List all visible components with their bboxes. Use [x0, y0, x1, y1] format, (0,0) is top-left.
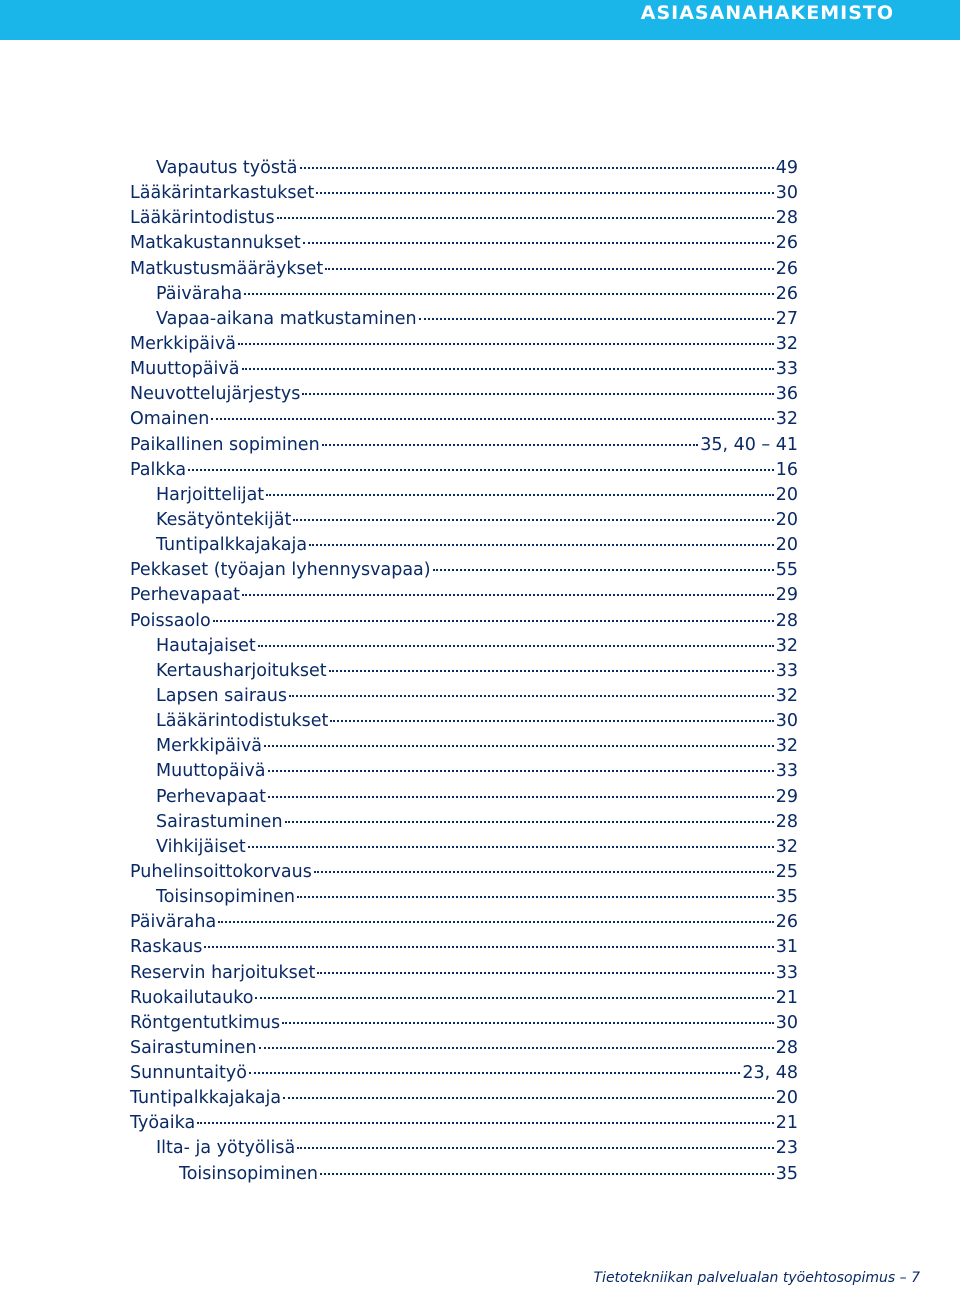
dot-leader	[309, 543, 774, 546]
index-term: Ilta- ja yötyölisä	[156, 1138, 296, 1159]
index-term: Vapaa-aikana matkustaminen	[156, 308, 417, 329]
index-entry	[130, 407, 798, 432]
index-page-reference: 35	[775, 887, 798, 908]
index-term: Työaika	[130, 1113, 196, 1134]
index-term: Puhelinsoittokorvaus	[130, 861, 312, 882]
index-entry	[156, 282, 798, 307]
index-entry	[156, 634, 798, 659]
index-page-reference: 20	[775, 1088, 798, 1109]
index-term: Raskaus	[130, 937, 203, 958]
index-page-reference: 20	[775, 535, 798, 556]
dot-leader	[322, 443, 699, 446]
index-term: Poissaolo	[130, 610, 211, 631]
index-term: Kesätyöntekijät	[156, 509, 292, 530]
index-term: Ruokailutauko	[130, 987, 254, 1008]
index-term: Paikallinen sopiminen	[130, 434, 320, 455]
index-entry	[130, 1086, 798, 1111]
index-page-reference: 32	[775, 736, 798, 757]
index-page-reference: 29	[775, 786, 798, 807]
index-page-reference: 27	[775, 308, 798, 329]
dot-leader	[242, 593, 774, 596]
index-page-reference: 33	[775, 761, 798, 782]
dot-leader	[330, 719, 773, 722]
index-page-reference: 16	[775, 459, 798, 480]
index-entry	[130, 935, 798, 960]
index-page-reference: 30	[775, 711, 798, 732]
index-page-reference: 35	[775, 1163, 798, 1184]
index-page-reference: 33	[775, 660, 798, 681]
index-entry	[130, 382, 798, 407]
dot-leader	[277, 216, 774, 219]
index-entry	[130, 1011, 798, 1036]
index-entry	[130, 583, 798, 608]
index-term: Perhevapaat	[156, 786, 266, 807]
dot-leader	[242, 367, 774, 370]
index-entry	[130, 961, 798, 986]
index-entry	[156, 759, 798, 784]
dot-leader	[316, 191, 774, 194]
index-entry	[130, 433, 798, 458]
index-entry	[156, 1136, 798, 1161]
index-term: Vihkijäiset	[156, 836, 246, 857]
index-term: Sairastuminen	[130, 1037, 257, 1058]
index-entry	[156, 734, 798, 759]
index-term: Toisinsopiminen	[179, 1163, 319, 1184]
index-entry	[156, 307, 798, 332]
index-page-reference: 23	[775, 1138, 798, 1159]
dot-leader	[266, 493, 774, 496]
index-entry	[130, 558, 798, 583]
dot-leader	[268, 795, 774, 798]
index-page-reference: 20	[775, 509, 798, 530]
index-page-reference: 29	[775, 585, 798, 606]
index-entry	[156, 885, 798, 910]
index-term: Lääkärintarkastukset	[130, 183, 315, 204]
index-term: Lapsen sairaus	[156, 685, 287, 706]
index-entry	[130, 458, 798, 483]
index-entry	[156, 684, 798, 709]
index-page-reference: 28	[775, 811, 798, 832]
index-page-reference: 33	[775, 962, 798, 983]
index-page-reference: 26	[775, 233, 798, 254]
index-entry	[130, 609, 798, 634]
index-term: Tuntipalkkajakaja	[156, 535, 308, 556]
dot-leader	[433, 568, 774, 571]
dot-leader	[297, 895, 774, 898]
index-entry	[130, 986, 798, 1011]
dot-leader	[255, 996, 773, 999]
index-page-reference: 26	[775, 912, 798, 933]
index-entry	[130, 1036, 798, 1061]
index-page-reference: 20	[775, 484, 798, 505]
index-entry	[130, 231, 798, 256]
index-page-reference: 28	[775, 208, 798, 229]
index-term: Lääkärintodistus	[130, 208, 275, 229]
index-term: Neuvottelujärjestys	[130, 384, 301, 405]
dot-leader	[320, 1172, 774, 1175]
index-page-reference: 26	[775, 283, 798, 304]
index-term: Lääkärintodistukset	[156, 711, 329, 732]
index-entry	[130, 910, 798, 935]
index-entry	[130, 1061, 798, 1086]
index-term: Hautajaiset	[156, 635, 256, 656]
dot-leader	[283, 1096, 774, 1099]
dot-leader	[249, 1071, 740, 1074]
index-page-reference: 32	[775, 333, 798, 354]
index-entry	[156, 508, 798, 533]
dot-leader	[213, 619, 774, 622]
index-page-reference: 33	[775, 359, 798, 380]
index-term: Päiväraha	[156, 283, 243, 304]
index-term: Toisinsopiminen	[156, 887, 296, 908]
index-term: Röntgentutkimus	[130, 1012, 281, 1033]
dot-leader	[188, 468, 774, 471]
index-term: Sunnuntaityö	[130, 1063, 247, 1084]
dot-leader	[329, 669, 774, 672]
index-term: Harjoittelijat	[156, 484, 265, 505]
header-bar	[0, 0, 960, 40]
index-entry	[156, 659, 798, 684]
index-term: Sairastuminen	[156, 811, 283, 832]
dot-leader	[419, 317, 774, 320]
dot-leader	[302, 392, 773, 395]
dot-leader	[297, 1146, 774, 1149]
index-term: Pekkaset (työajan lyhennysvapaa)	[130, 560, 431, 581]
index-entry	[130, 332, 798, 357]
dot-leader	[264, 744, 774, 747]
dot-leader	[289, 694, 774, 697]
index-page-reference: 21	[775, 987, 798, 1008]
index-entry	[130, 1111, 798, 1136]
index-entry	[156, 709, 798, 734]
index-page-reference: 26	[775, 258, 798, 279]
index-term: Perhevapaat	[130, 585, 240, 606]
dot-leader	[282, 1021, 774, 1024]
index-page-reference: 30	[775, 183, 798, 204]
index-entry	[156, 835, 798, 860]
index-entry	[156, 785, 798, 810]
index-term: Palkka	[130, 459, 187, 480]
dot-leader	[258, 644, 774, 647]
index-page-reference: 31	[775, 937, 798, 958]
dot-leader	[244, 292, 774, 295]
index-term: Merkkipäivä	[130, 333, 236, 354]
index-entry	[130, 257, 798, 282]
dot-leader	[293, 518, 773, 521]
index-entry	[130, 860, 798, 885]
dot-leader	[325, 267, 774, 270]
index-entry	[156, 483, 798, 508]
dot-leader	[238, 342, 774, 345]
index-term: Matkakustannukset	[130, 233, 301, 254]
index-page-reference: 30	[775, 1012, 798, 1033]
index-page-reference: 32	[775, 409, 798, 430]
index-term: Reservin harjoitukset	[130, 962, 316, 983]
index-page-reference: 32	[775, 635, 798, 656]
dot-leader	[211, 417, 773, 420]
index-term: Vapautus työstä	[156, 158, 298, 178]
index-entry	[130, 181, 798, 206]
index-page-reference: 21	[775, 1113, 798, 1134]
dot-leader	[259, 1046, 774, 1049]
index-entry	[156, 156, 798, 181]
index-page-reference: 23, 48	[742, 1063, 798, 1084]
index-page-reference: 32	[775, 685, 798, 706]
index-term: Matkustusmääräykset	[130, 258, 324, 279]
index-entry	[156, 810, 798, 835]
index-term: Kertausharjoitukset	[156, 660, 327, 681]
index-page-reference: 36	[775, 384, 798, 405]
page-title: ASIASANAHAKEMISTO	[640, 2, 894, 24]
index-page-reference: 32	[775, 836, 798, 857]
dot-leader	[285, 820, 774, 823]
page-footer: Tietotekniikan palvelualan työehtosopimus – 7	[593, 1270, 920, 1286]
index-term: Merkkipäivä	[156, 736, 262, 757]
index-entry	[156, 533, 798, 558]
index-page-reference: 49	[775, 158, 798, 178]
index-page-reference: 35, 40 – 41	[700, 434, 798, 455]
index-term: Omainen	[130, 409, 210, 430]
index-term: Muuttopäivä	[156, 761, 266, 782]
dot-leader	[204, 945, 773, 948]
index-term: Muuttopäivä	[130, 359, 240, 380]
index-page-reference: 55	[775, 560, 798, 581]
index-page-reference: 28	[775, 610, 798, 631]
dot-leader	[314, 870, 774, 873]
dot-leader	[317, 971, 773, 974]
dot-leader	[197, 1121, 774, 1124]
index-entry	[130, 206, 798, 231]
index-list	[0, 156, 960, 1187]
dot-leader	[218, 920, 774, 923]
dot-leader	[248, 845, 774, 848]
dot-leader	[303, 241, 774, 244]
index-term: Päiväraha	[130, 912, 217, 933]
index-entry	[130, 357, 798, 382]
index-entry	[179, 1162, 798, 1187]
dot-leader	[268, 769, 774, 772]
index-page-reference: 28	[775, 1037, 798, 1058]
dot-leader	[300, 166, 774, 169]
index-page-reference: 25	[775, 861, 798, 882]
index-term: Tuntipalkkajakaja	[130, 1088, 282, 1109]
